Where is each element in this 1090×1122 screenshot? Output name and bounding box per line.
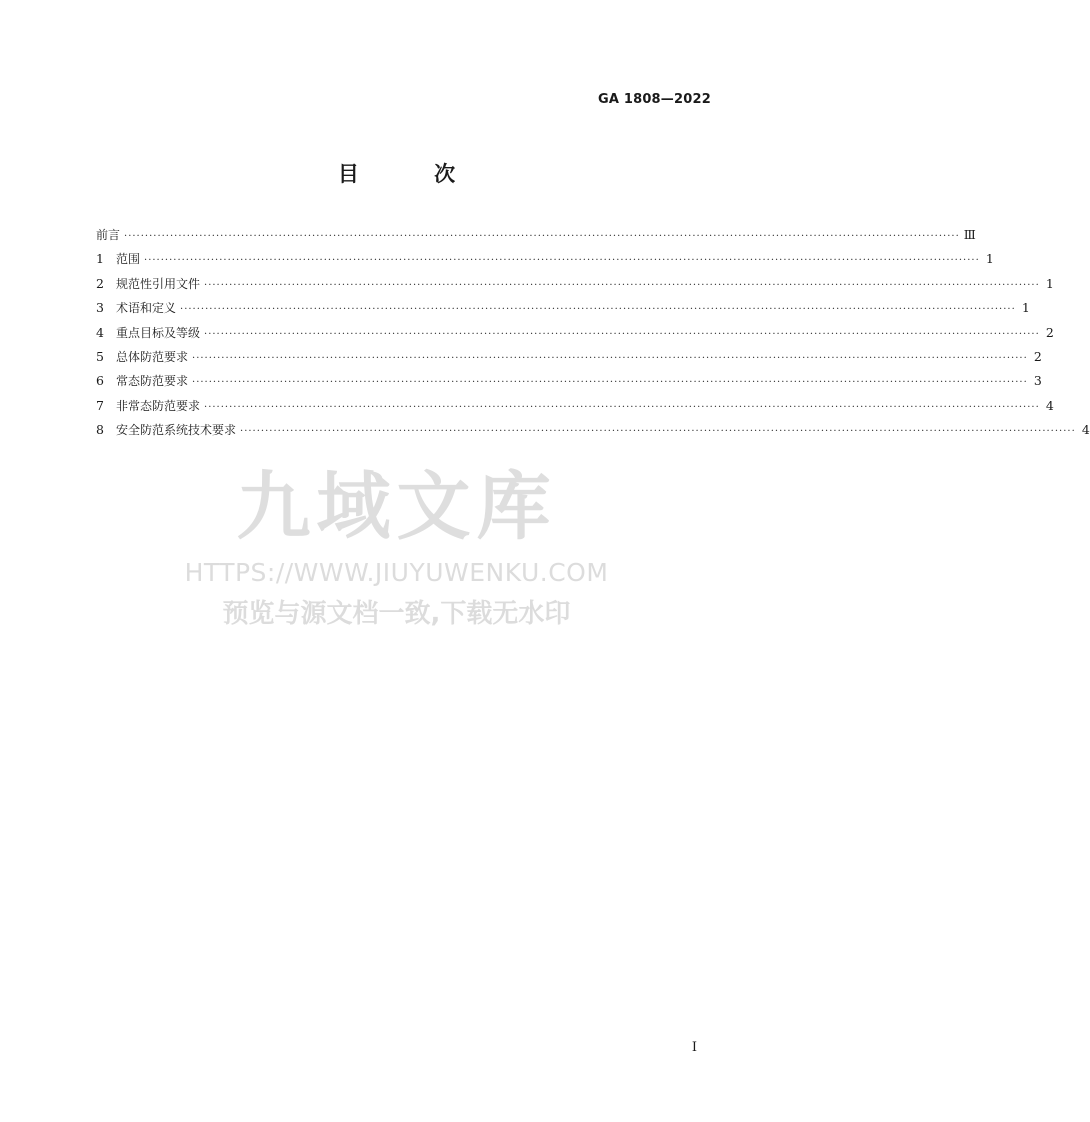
toc-entry-number: 1 bbox=[96, 251, 104, 267]
toc-entry-label: 重点目标及等级 bbox=[116, 325, 201, 340]
toc-entry-label: 安全防范系统技术要求 bbox=[116, 423, 237, 438]
toc-entry-foreword[interactable] bbox=[96, 226, 976, 250]
toc-entry-number: 4 bbox=[96, 324, 104, 340]
watermark-note: 预览与源文档一致,下载无水印 bbox=[222, 599, 571, 629]
toc-entry-page: 2 bbox=[1033, 348, 1042, 364]
watermark bbox=[0, 464, 793, 630]
toc-entry-page: 4 bbox=[1045, 397, 1054, 413]
toc-entry-page: 2 bbox=[1045, 324, 1054, 340]
toc-entry-page: 1 bbox=[1045, 275, 1054, 291]
toc-leader-dots: ········································································································································································································ bbox=[204, 279, 1040, 291]
toc-entry-system-requirements[interactable] bbox=[96, 421, 1090, 445]
toc-leader-dots: ········································································································································································································ bbox=[204, 328, 1040, 340]
toc-entry-targets[interactable] bbox=[96, 324, 1054, 348]
toc-entry-number: 8 bbox=[96, 422, 104, 438]
toc-entry-number: 6 bbox=[96, 373, 104, 389]
toc-entry-page: Ⅲ bbox=[963, 227, 976, 242]
watermark-logo: 九域文库 bbox=[236, 464, 557, 550]
toc-entry-terms[interactable] bbox=[96, 299, 1030, 323]
toc-entry-page: 3 bbox=[1033, 373, 1042, 389]
toc-entry-number: 3 bbox=[96, 300, 104, 316]
toc-entry-number: 2 bbox=[96, 275, 104, 291]
toc-entry-nonroutine-requirements[interactable] bbox=[96, 397, 1054, 421]
toc-entry-routine-requirements[interactable] bbox=[96, 372, 1042, 396]
toc-leader-dots: ········································································································································································································ bbox=[180, 304, 1016, 316]
toc-leader-dots: ········································································································································································································ bbox=[144, 255, 980, 267]
table-of-contents bbox=[96, 226, 1090, 446]
toc-entry-label: 前言 bbox=[96, 228, 121, 242]
toc-entry-label: 范围 bbox=[116, 252, 141, 267]
toc-entry-label: 规范性引用文件 bbox=[116, 276, 201, 291]
toc-entry-label: 总体防范要求 bbox=[116, 349, 189, 364]
toc-entry-number: 5 bbox=[96, 348, 104, 364]
toc-entry-label: 术语和定义 bbox=[116, 301, 177, 316]
page-number: I bbox=[691, 1040, 697, 1055]
toc-entry-general-requirements[interactable] bbox=[96, 348, 1042, 372]
toc-entry-page: 1 bbox=[1021, 300, 1030, 316]
toc-leader-dots: ········································································································································································································ bbox=[124, 231, 960, 242]
page-title: 目 次 bbox=[337, 162, 490, 186]
toc-entry-scope[interactable] bbox=[96, 250, 994, 274]
toc-entry-page: 4 bbox=[1081, 422, 1090, 438]
toc-entry-label: 非常态防范要求 bbox=[116, 398, 201, 413]
toc-entry-label: 常态防范要求 bbox=[116, 374, 189, 389]
toc-leader-dots: ········································································································································································································ bbox=[204, 401, 1040, 413]
toc-entry-page: 1 bbox=[985, 251, 994, 267]
toc-entry-number: 7 bbox=[96, 397, 104, 413]
toc-leader-dots: ········································································································································································································ bbox=[192, 352, 1028, 364]
toc-leader-dots: ········································································································································································································ bbox=[240, 426, 1076, 438]
watermark-url: HTTPS://WWW.JIUYUWENKU.COM bbox=[184, 558, 609, 587]
toc-leader-dots: ········································································································································································································ bbox=[192, 377, 1028, 389]
standard-code: GA 1808—2022 bbox=[597, 92, 711, 107]
toc-entry-normative-references[interactable] bbox=[96, 275, 1054, 299]
